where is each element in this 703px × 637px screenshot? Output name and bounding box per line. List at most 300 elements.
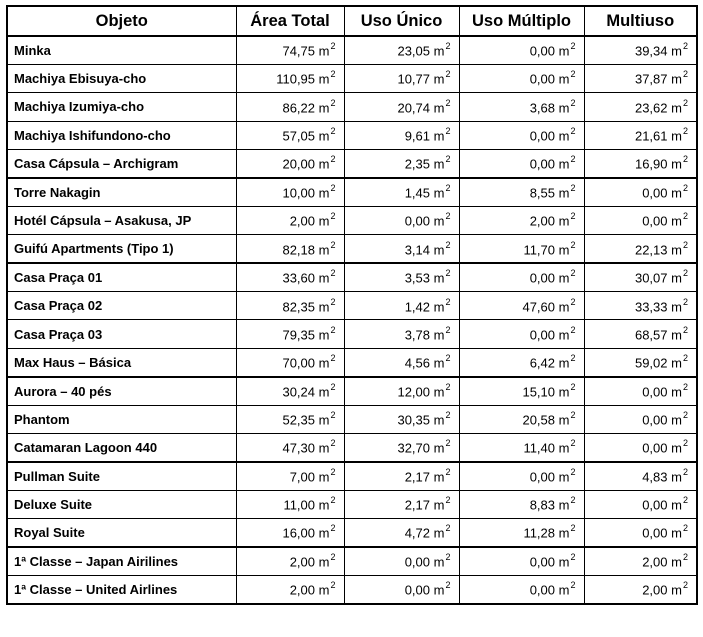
unit-label: m	[558, 298, 570, 314]
multiuso-cell	[584, 462, 697, 490]
table-row	[7, 490, 697, 518]
uso-unico-cell	[344, 263, 459, 291]
unit-superscript: 2	[445, 523, 451, 534]
objeto-cell: Royal Suite	[7, 519, 236, 547]
unit-label: m	[671, 440, 682, 456]
unit-superscript: 2	[330, 211, 336, 222]
unit-superscript: 2	[445, 580, 451, 591]
unit-label: m	[671, 525, 682, 541]
unit-superscript: 2	[330, 580, 336, 591]
unit-superscript: 2	[330, 353, 336, 364]
unit-superscript: 2	[570, 41, 576, 52]
unit-label: m	[671, 270, 682, 286]
cell-value: 8,55	[529, 185, 556, 201]
cell-value: 4,56	[404, 355, 431, 371]
uso-multiplo-cell	[459, 150, 584, 178]
area-total-cell	[236, 121, 344, 149]
cell-value: 21,61	[634, 128, 668, 144]
table-row	[7, 64, 697, 92]
unit-label: m	[318, 497, 330, 513]
unit-label: m	[558, 128, 570, 144]
objeto-cell: Phantom	[7, 405, 236, 433]
unit-superscript: 2	[445, 268, 451, 279]
multiuso-cell	[584, 377, 697, 405]
unit-label: m	[558, 355, 570, 371]
header-multiuso: Multiuso	[584, 6, 697, 36]
area-total-cell	[236, 178, 344, 206]
multiuso-cell	[584, 150, 697, 178]
uso-unico-cell	[344, 36, 459, 64]
table-row	[7, 235, 697, 263]
area-total-cell	[236, 36, 344, 64]
cell-value: 110,95	[276, 71, 316, 87]
unit-label: m	[558, 582, 570, 598]
unit-label: m	[558, 497, 570, 513]
cell-value: 70,00	[282, 355, 316, 371]
unit-label: m	[433, 582, 445, 598]
table-body	[7, 36, 697, 604]
unit-superscript: 2	[330, 296, 336, 307]
area-total-cell	[236, 93, 344, 121]
unit-superscript: 2	[570, 268, 576, 279]
unit-superscript: 2	[570, 580, 576, 591]
unit-superscript: 2	[570, 438, 576, 449]
area-total-cell	[236, 150, 344, 178]
unit-superscript: 2	[570, 495, 576, 506]
unit-superscript: 2	[682, 268, 688, 279]
area-total-cell	[236, 575, 344, 603]
multiuso-cell	[584, 547, 697, 575]
uso-multiplo-cell	[459, 405, 584, 433]
unit-superscript: 2	[570, 552, 576, 563]
cell-value: 82,35	[282, 298, 316, 314]
table-row	[7, 320, 697, 348]
cell-value: 2,00	[529, 213, 556, 229]
cell-value: 3,78	[404, 327, 431, 343]
area-total-cell	[236, 348, 344, 376]
unit-superscript: 2	[682, 353, 688, 364]
multiuso-cell	[584, 235, 697, 263]
table-row	[7, 519, 697, 547]
unit-superscript: 2	[682, 211, 688, 222]
multiuso-cell	[584, 263, 697, 291]
unit-superscript: 2	[682, 495, 688, 506]
unit-label: m	[433, 241, 445, 257]
unit-superscript: 2	[682, 154, 688, 165]
uso-multiplo-cell	[459, 178, 584, 206]
unit-superscript: 2	[570, 410, 576, 421]
unit-superscript: 2	[682, 41, 688, 52]
uso-multiplo-cell	[459, 490, 584, 518]
cell-value: 3,53	[404, 270, 431, 286]
cell-value: 30,35	[397, 412, 431, 428]
unit-label: m	[433, 43, 445, 59]
cell-value: 0,00	[404, 582, 431, 598]
area-total-cell	[236, 405, 344, 433]
unit-label: m	[433, 497, 445, 513]
unit-label: m	[318, 412, 330, 428]
unit-label: m	[558, 469, 570, 485]
cell-value: 3,68	[529, 100, 556, 116]
cell-value: 22,13	[634, 241, 668, 257]
area-total-cell	[236, 263, 344, 291]
unit-superscript: 2	[570, 353, 576, 364]
cell-value: 0,00	[529, 128, 556, 144]
unit-label: m	[671, 185, 682, 201]
objeto-cell: Max Haus – Básica	[7, 348, 236, 376]
area-total-cell	[236, 519, 344, 547]
cell-value: 33,60	[282, 270, 316, 286]
table-row	[7, 575, 697, 603]
table-row	[7, 150, 697, 178]
table-row	[7, 405, 697, 433]
unit-superscript: 2	[682, 296, 688, 307]
cell-value: 0,00	[642, 213, 668, 229]
unit-label: m	[433, 100, 445, 116]
cell-value: 37,87	[634, 71, 668, 87]
cell-value: 9,61	[404, 128, 431, 144]
uso-unico-cell	[344, 519, 459, 547]
cell-value: 0,00	[642, 440, 668, 456]
cell-value: 0,00	[642, 412, 668, 428]
uso-unico-cell	[344, 206, 459, 234]
unit-superscript: 2	[570, 296, 576, 307]
multiuso-cell	[584, 320, 697, 348]
objeto-cell: Aurora – 40 pés	[7, 377, 236, 405]
cell-value: 0,00	[404, 213, 431, 229]
objeto-cell: 1ª Classe – United Airlines	[7, 575, 236, 603]
cell-value: 47,60	[522, 298, 556, 314]
unit-label: m	[318, 128, 330, 144]
unit-superscript: 2	[330, 495, 336, 506]
table-row	[7, 206, 697, 234]
cell-value: 86,22	[282, 100, 316, 116]
unit-label: m	[558, 554, 570, 570]
unit-label: m	[671, 128, 682, 144]
unit-superscript: 2	[682, 580, 688, 591]
unit-label: m	[318, 213, 330, 229]
cell-value: 0,00	[529, 270, 556, 286]
unit-label: m	[558, 327, 570, 343]
cell-value: 0,00	[529, 71, 556, 87]
unit-label: m	[318, 270, 330, 286]
cell-value: 20,00	[282, 156, 316, 172]
area-total-cell	[236, 433, 344, 461]
unit-label: m	[558, 100, 570, 116]
unit-label: m	[433, 128, 445, 144]
cell-value: 3,14	[404, 241, 431, 257]
area-total-cell	[236, 64, 344, 92]
unit-label: m	[433, 355, 445, 371]
uso-unico-cell	[344, 64, 459, 92]
uso-unico-cell	[344, 150, 459, 178]
uso-unico-cell	[344, 575, 459, 603]
unit-superscript: 2	[570, 467, 576, 478]
cell-value: 15,10	[522, 384, 556, 400]
unit-label: m	[433, 71, 445, 87]
unit-superscript: 2	[445, 381, 451, 392]
uso-multiplo-cell	[459, 235, 584, 263]
cell-value: 0,00	[642, 525, 668, 541]
cell-value: 16,90	[634, 156, 668, 172]
cell-value: 8,83	[529, 497, 556, 513]
cell-value: 6,42	[529, 355, 556, 371]
uso-multiplo-cell	[459, 433, 584, 461]
uso-multiplo-cell	[459, 292, 584, 320]
cell-value: 11,00	[283, 497, 316, 513]
unit-superscript: 2	[570, 183, 576, 194]
unit-label: m	[318, 100, 330, 116]
cell-value: 1,42	[404, 298, 431, 314]
table-row	[7, 178, 697, 206]
table-row	[7, 547, 697, 575]
unit-label: m	[433, 440, 445, 456]
unit-label: m	[558, 412, 570, 428]
unit-label: m	[558, 384, 570, 400]
cell-value: 23,62	[634, 100, 668, 116]
unit-superscript: 2	[445, 41, 451, 52]
uso-unico-cell	[344, 462, 459, 490]
unit-superscript: 2	[330, 97, 336, 108]
cell-value: 0,00	[404, 554, 431, 570]
cell-value: 1,45	[404, 185, 431, 201]
unit-superscript: 2	[330, 410, 336, 421]
unit-label: m	[558, 213, 570, 229]
cell-value: 20,58	[522, 412, 556, 428]
cell-value: 11,40	[523, 440, 556, 456]
unit-superscript: 2	[330, 324, 336, 335]
cell-value: 39,34	[634, 43, 668, 59]
unit-superscript: 2	[445, 495, 451, 506]
table-row	[7, 462, 697, 490]
cell-value: 4,72	[404, 525, 431, 541]
uso-multiplo-cell	[459, 547, 584, 575]
uso-unico-cell	[344, 178, 459, 206]
objeto-cell: Catamaran Lagoon 440	[7, 433, 236, 461]
table-row	[7, 348, 697, 376]
unit-label: m	[318, 298, 330, 314]
unit-label: m	[318, 156, 330, 172]
unit-superscript: 2	[445, 211, 451, 222]
cell-value: 52,35	[282, 412, 316, 428]
unit-superscript: 2	[330, 41, 336, 52]
multiuso-cell	[584, 121, 697, 149]
unit-superscript: 2	[445, 69, 451, 80]
unit-label: m	[671, 327, 682, 343]
unit-label: m	[671, 412, 682, 428]
cell-value: 12,00	[397, 384, 431, 400]
objeto-cell: Machiya Ishifundono-cho	[7, 121, 236, 149]
unit-superscript: 2	[682, 523, 688, 534]
unit-label: m	[671, 43, 682, 59]
unit-label: m	[433, 156, 445, 172]
uso-multiplo-cell	[459, 348, 584, 376]
objeto-cell: Machiya Ebisuya-cho	[7, 64, 236, 92]
header-uso-multiplo: Uso Múltiplo	[459, 6, 584, 36]
unit-superscript: 2	[330, 381, 336, 392]
objeto-cell: Minka	[7, 36, 236, 64]
unit-label: m	[558, 270, 570, 286]
cell-value: 2,00	[289, 554, 316, 570]
cell-value: 0,00	[529, 582, 556, 598]
multiuso-cell	[584, 519, 697, 547]
unit-superscript: 2	[682, 126, 688, 137]
cell-value: 11,28	[523, 525, 556, 541]
cell-value: 4,83	[642, 469, 668, 485]
cell-value: 2,00	[642, 554, 668, 570]
unit-superscript: 2	[682, 69, 688, 80]
unit-label: m	[671, 71, 682, 87]
unit-label: m	[558, 71, 570, 87]
unit-label: m	[558, 241, 570, 257]
unit-label: m	[671, 469, 682, 485]
cell-value: 30,24	[282, 384, 316, 400]
cell-value: 11,70	[523, 241, 556, 257]
unit-superscript: 2	[570, 239, 576, 250]
cell-value: 16,00	[282, 525, 316, 541]
unit-label: m	[671, 100, 682, 116]
unit-superscript: 2	[330, 467, 336, 478]
unit-superscript: 2	[682, 97, 688, 108]
area-total-cell	[236, 320, 344, 348]
uso-multiplo-cell	[459, 263, 584, 291]
multiuso-cell	[584, 206, 697, 234]
objeto-cell: Torre Nakagin	[7, 178, 236, 206]
table-header-row	[7, 6, 697, 36]
cell-value: 10,77	[397, 71, 431, 87]
unit-label: m	[671, 554, 682, 570]
multiuso-cell	[584, 405, 697, 433]
unit-superscript: 2	[445, 552, 451, 563]
header-area-total: Área Total	[236, 6, 344, 36]
objeto-cell: Deluxe Suite	[7, 490, 236, 518]
cell-value: 47,30	[282, 440, 316, 456]
header-uso-unico: Uso Único	[344, 6, 459, 36]
uso-multiplo-cell	[459, 206, 584, 234]
cell-value: 0,00	[529, 554, 556, 570]
unit-label: m	[433, 554, 445, 570]
uso-multiplo-cell	[459, 64, 584, 92]
area-table	[6, 5, 698, 605]
cell-value: 0,00	[529, 469, 556, 485]
unit-label: m	[318, 440, 330, 456]
unit-superscript: 2	[445, 239, 451, 250]
uso-unico-cell	[344, 93, 459, 121]
cell-value: 0,00	[529, 327, 556, 343]
unit-label: m	[433, 384, 445, 400]
objeto-cell: Casa Cápsula – Archigram	[7, 150, 236, 178]
uso-unico-cell	[344, 405, 459, 433]
objeto-cell: Hotél Cápsula – Asakusa, JP	[7, 206, 236, 234]
cell-value: 2,17	[404, 469, 431, 485]
table-row	[7, 433, 697, 461]
unit-label: m	[318, 43, 330, 59]
unit-superscript: 2	[570, 211, 576, 222]
unit-label: m	[318, 71, 330, 87]
unit-label: m	[671, 355, 682, 371]
unit-label: m	[433, 270, 445, 286]
unit-superscript: 2	[445, 324, 451, 335]
unit-superscript: 2	[682, 239, 688, 250]
cell-value: 2,00	[289, 582, 316, 598]
uso-unico-cell	[344, 320, 459, 348]
objeto-cell: Casa Praça 01	[7, 263, 236, 291]
unit-label: m	[671, 298, 682, 314]
unit-label: m	[671, 582, 682, 598]
unit-label: m	[318, 469, 330, 485]
multiuso-cell	[584, 348, 697, 376]
area-total-cell	[236, 377, 344, 405]
cell-value: 10,00	[282, 185, 316, 201]
unit-label: m	[558, 185, 570, 201]
cell-value: 57,05	[282, 128, 316, 144]
unit-superscript: 2	[570, 523, 576, 534]
unit-superscript: 2	[330, 69, 336, 80]
unit-superscript: 2	[682, 410, 688, 421]
objeto-cell: Casa Praça 02	[7, 292, 236, 320]
unit-label: m	[433, 213, 445, 229]
cell-value: 23,05	[397, 43, 431, 59]
cell-value: 30,07	[634, 270, 668, 286]
unit-superscript: 2	[682, 381, 688, 392]
unit-superscript: 2	[445, 296, 451, 307]
unit-label: m	[433, 412, 445, 428]
uso-unico-cell	[344, 433, 459, 461]
multiuso-cell	[584, 93, 697, 121]
table-row	[7, 292, 697, 320]
area-total-cell	[236, 490, 344, 518]
cell-value: 0,00	[529, 156, 556, 172]
unit-label: m	[433, 525, 445, 541]
unit-superscript: 2	[682, 438, 688, 449]
cell-value: 33,33	[634, 298, 668, 314]
unit-superscript: 2	[445, 154, 451, 165]
uso-unico-cell	[344, 377, 459, 405]
unit-superscript: 2	[570, 126, 576, 137]
uso-unico-cell	[344, 490, 459, 518]
unit-superscript: 2	[330, 268, 336, 279]
uso-multiplo-cell	[459, 377, 584, 405]
unit-label: m	[318, 185, 330, 201]
cell-value: 82,18	[282, 241, 316, 257]
unit-superscript: 2	[330, 154, 336, 165]
multiuso-cell	[584, 64, 697, 92]
unit-superscript: 2	[330, 126, 336, 137]
unit-label: m	[671, 241, 682, 257]
table-row	[7, 93, 697, 121]
unit-label: m	[318, 355, 330, 371]
unit-label: m	[318, 554, 330, 570]
unit-label: m	[433, 469, 445, 485]
multiuso-cell	[584, 292, 697, 320]
unit-superscript: 2	[445, 353, 451, 364]
area-total-cell	[236, 206, 344, 234]
unit-label: m	[671, 156, 682, 172]
uso-multiplo-cell	[459, 575, 584, 603]
multiuso-cell	[584, 178, 697, 206]
unit-superscript: 2	[682, 467, 688, 478]
unit-label: m	[318, 384, 330, 400]
unit-label: m	[671, 497, 682, 513]
unit-label: m	[433, 185, 445, 201]
objeto-cell: Guifú Apartments (Tipo 1)	[7, 235, 236, 263]
cell-value: 0,00	[642, 185, 668, 201]
unit-label: m	[671, 384, 682, 400]
uso-unico-cell	[344, 348, 459, 376]
cell-value: 20,74	[397, 100, 431, 116]
unit-superscript: 2	[445, 183, 451, 194]
cell-value: 7,00	[289, 469, 316, 485]
